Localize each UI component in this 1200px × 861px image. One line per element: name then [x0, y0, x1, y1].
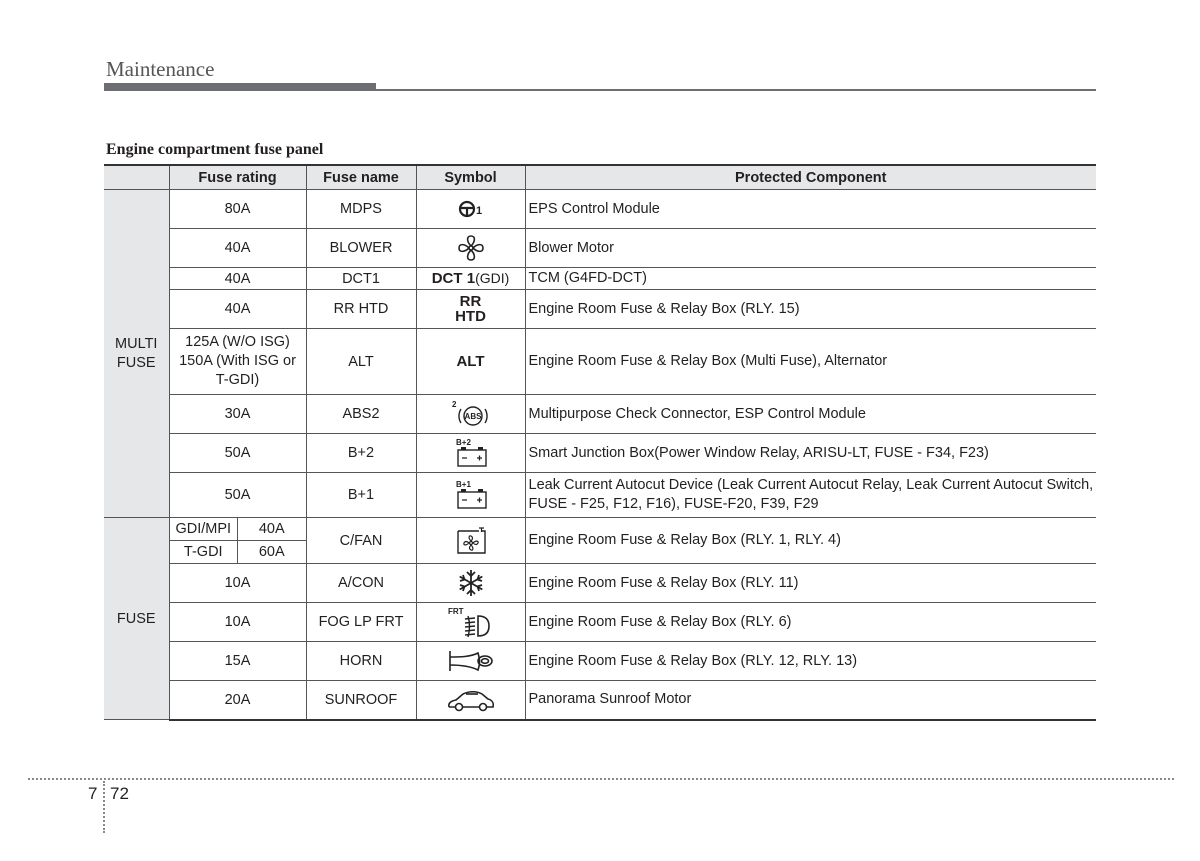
- fuse-table: [104, 164, 1096, 721]
- fuse-name: ALT: [306, 329, 416, 395]
- battery-label: B+1: [455, 480, 471, 489]
- symbol-cell: [416, 473, 525, 518]
- symbol-cell: [416, 190, 525, 229]
- chapter-number: 7: [88, 784, 98, 803]
- horn-icon: [446, 646, 496, 676]
- table-row: [104, 642, 1096, 681]
- rating-split-row: [170, 518, 306, 541]
- symbol-cell: [416, 290, 525, 329]
- symbol-cell: [416, 603, 525, 642]
- rating-variant: GDI/MPI: [170, 518, 238, 541]
- fuse-rating: 40A: [169, 229, 306, 268]
- table-row: [104, 229, 1096, 268]
- table-row: [104, 603, 1096, 642]
- dct1-symbol-text: DCT 1: [431, 270, 476, 287]
- symbol-cell: [416, 395, 525, 434]
- protected-component: Engine Room Fuse & Relay Box (RLY. 15): [525, 290, 1096, 329]
- protected-component: Leak Current Autocut Device (Leak Current Autocut Relay, Leak Current Autocut Switch, FUSE - F25, F12, F16), FUSE-F20, F39, F29: [525, 473, 1096, 518]
- fuse-rating: 50A: [169, 434, 306, 473]
- fog-lamp-label: FRT: [447, 607, 464, 616]
- symbol-cell: [416, 268, 525, 290]
- fuse-rating: 30A: [169, 395, 306, 434]
- fuse-name: SUNROOF: [306, 681, 416, 720]
- snowflake-icon: [456, 568, 486, 598]
- fuse-rating: 80A: [169, 190, 306, 229]
- protected-component: Smart Junction Box(Power Window Relay, ARISU-LT, FUSE - F34, F23): [525, 434, 1096, 473]
- fuse-name: A/CON: [306, 564, 416, 603]
- abs-label: ABS: [464, 412, 481, 421]
- table-row: [104, 190, 1096, 229]
- fuse-rating: 10A: [169, 603, 306, 642]
- footer-dotted-rule: [28, 778, 1174, 780]
- protected-component: Engine Room Fuse & Relay Box (RLY. 6): [525, 603, 1096, 642]
- header-rule-thin: [376, 89, 1096, 91]
- table-header-row: [104, 165, 1096, 190]
- alt-symbol-text: ALT: [456, 352, 485, 370]
- rating-split-row: [170, 541, 306, 564]
- fuse-name: RR HTD: [306, 290, 416, 329]
- fog-lamp-icon: [446, 606, 496, 638]
- col-protected-component: Protected Component: [525, 165, 1096, 190]
- group-header: [104, 165, 169, 190]
- table-row: [104, 268, 1096, 290]
- symbol-cell: [416, 518, 525, 564]
- page-number: 72: [110, 784, 129, 803]
- blower-fan-icon: [456, 233, 486, 263]
- symbol-cell: [416, 642, 525, 681]
- battery-icon: [449, 479, 493, 511]
- protected-component: Engine Room Fuse & Relay Box (RLY. 1, RLY. 4): [525, 518, 1096, 564]
- table-row: [104, 681, 1096, 720]
- col-fuse-name: Fuse name: [306, 165, 416, 190]
- symbol-cell: [416, 564, 525, 603]
- fuse-rating: 40A: [169, 268, 306, 290]
- protected-component: Engine Room Fuse & Relay Box (Multi Fuse), Alternator: [525, 329, 1096, 395]
- car-sunroof-icon: [445, 686, 497, 714]
- section-title: Engine compartment fuse panel: [106, 141, 324, 158]
- page-header-title: Maintenance: [106, 57, 215, 81]
- protected-component: Blower Motor: [525, 229, 1096, 268]
- table-row: [104, 434, 1096, 473]
- fuse-name: C/FAN: [306, 518, 416, 564]
- protected-component: EPS Control Module: [525, 190, 1096, 229]
- battery-label: B+2: [455, 438, 471, 447]
- fuse-name: ABS2: [306, 395, 416, 434]
- fuse-rating: 40A: [169, 290, 306, 329]
- protected-component: Engine Room Fuse & Relay Box (RLY. 11): [525, 564, 1096, 603]
- fuse-name: DCT1: [306, 268, 416, 290]
- fuse-name: B+1: [306, 473, 416, 518]
- rating-value: 60A: [258, 544, 285, 560]
- table-row: [104, 395, 1096, 434]
- fuse-rating-split: [169, 518, 306, 564]
- col-symbol: Symbol: [416, 165, 525, 190]
- fuse-name: FOG LP FRT: [306, 603, 416, 642]
- rating-split-table: [170, 518, 306, 563]
- fuse-rating: 10A: [169, 564, 306, 603]
- abs-superscript: 2: [451, 400, 456, 409]
- footer-dotted-divider: [103, 781, 105, 833]
- group-fuse: FUSE: [104, 518, 169, 720]
- mdps-icon: [456, 198, 486, 220]
- cooling-fan-icon: [451, 525, 491, 557]
- fuse-rating: 15A: [169, 642, 306, 681]
- col-fuse-rating: Fuse rating: [169, 165, 306, 190]
- symbol-cell: [416, 229, 525, 268]
- abs-icon: [449, 399, 493, 429]
- protected-component: TCM (G4FD-DCT): [525, 268, 1096, 290]
- fuse-name: BLOWER: [306, 229, 416, 268]
- protected-component: Engine Room Fuse & Relay Box (RLY. 12, RLY. 13): [525, 642, 1096, 681]
- protected-component: Multipurpose Check Connector, ESP Control Module: [525, 395, 1096, 434]
- fuse-rating: 125A (W/O ISG) 150A (With ISG or T-GDI): [169, 329, 306, 395]
- fuse-rating: 20A: [169, 681, 306, 720]
- dct1-symbol-suffix: (GDI): [475, 270, 510, 286]
- header-rule-thick: [104, 83, 376, 91]
- table-row: [104, 518, 1096, 564]
- fuse-name: HORN: [306, 642, 416, 681]
- symbol-cell: [416, 434, 525, 473]
- table-row: [104, 473, 1096, 518]
- rating-variant: T-GDI: [170, 541, 238, 564]
- fuse-rating: 50A: [169, 473, 306, 518]
- rating-value: 40A: [258, 521, 285, 537]
- table-row: [104, 329, 1096, 395]
- protected-component: Panorama Sunroof Motor: [525, 681, 1096, 720]
- table-row: [104, 564, 1096, 603]
- fuse-name: B+2: [306, 434, 416, 473]
- symbol-cell: [416, 681, 525, 720]
- rr-htd-symbol-text: RR HTD: [455, 293, 486, 325]
- fuse-name: MDPS: [306, 190, 416, 229]
- table-row: [104, 290, 1096, 329]
- group-multi-fuse: MULTI FUSE: [104, 190, 169, 518]
- svg-text:1: 1: [475, 205, 482, 217]
- symbol-cell: [416, 329, 525, 395]
- battery-icon: [449, 437, 493, 469]
